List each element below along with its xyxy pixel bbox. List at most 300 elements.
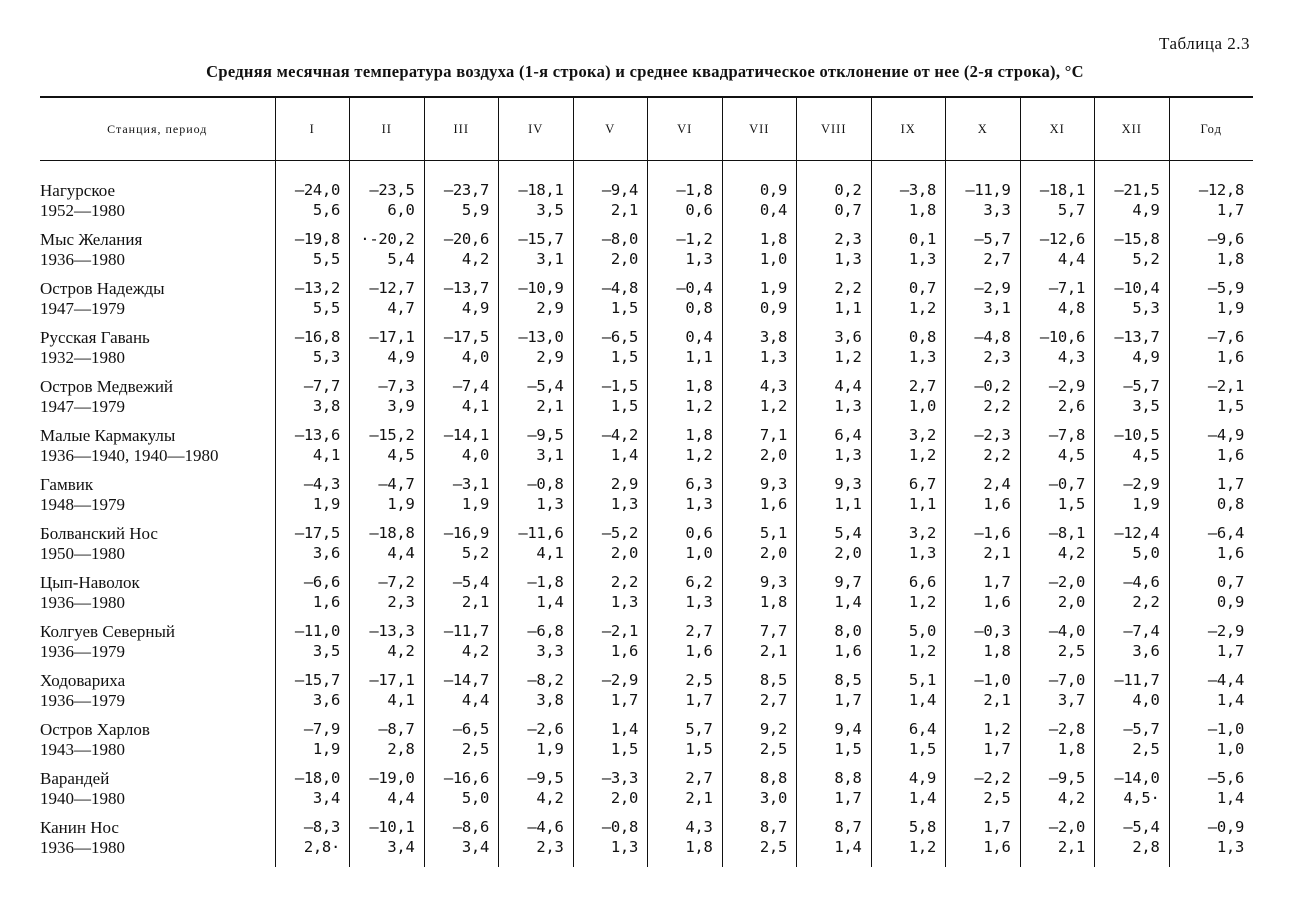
station-name: Канин Нос [40, 818, 119, 837]
std-deviation-value: 2,8 [387, 739, 415, 758]
mean-temperature-value: 5,8 [908, 818, 936, 836]
mean-temperature-value: —11,7 [443, 622, 489, 640]
month-value-cell [1020, 377, 1095, 426]
mean-temperature-value: —18,8 [369, 524, 415, 542]
std-deviation-value: 3,3 [983, 200, 1011, 219]
mean-temperature-value: —3,1 [452, 475, 489, 493]
mean-temperature-value: —2,1 [1207, 377, 1244, 395]
station-cell [40, 230, 275, 279]
mean-temperature-value: 2,3 [834, 230, 862, 248]
month-value-cell [275, 475, 350, 524]
month-value-cell [275, 328, 350, 377]
month-value-cell [722, 573, 797, 622]
mean-temperature-value: —16,9 [443, 524, 489, 542]
month-value-cell [499, 426, 574, 475]
std-deviation-value: 2,0 [759, 543, 787, 562]
month-value-cell [573, 426, 648, 475]
month-value-cell [350, 769, 425, 818]
std-deviation-value: 3,6 [1132, 641, 1160, 660]
station-cell [40, 818, 275, 867]
year-value-cell [1169, 279, 1253, 328]
std-deviation-value: 5,5 [312, 298, 340, 317]
month-value-cell [499, 377, 574, 426]
month-value-cell [350, 573, 425, 622]
std-deviation-value: 2,0 [759, 445, 787, 464]
month-value-cell [499, 524, 574, 573]
std-deviation-value: 1,3 [610, 592, 638, 611]
std-deviation-value: 1,0 [685, 543, 713, 562]
month-value-cell [648, 161, 723, 231]
month-value-cell [797, 328, 872, 377]
std-deviation-value: 1,6 [834, 641, 862, 660]
std-deviation-value: 1,3 [759, 347, 787, 366]
std-deviation-value: 1,3 [1216, 837, 1244, 856]
mean-temperature-value: 6,3 [685, 475, 713, 493]
std-deviation-value: 2,5 [1057, 641, 1085, 660]
std-deviation-value: 1,8 [983, 641, 1011, 660]
month-value-cell [573, 230, 648, 279]
std-deviation-value: 2,9 [536, 298, 564, 317]
std-deviation-value: 4,1 [312, 445, 340, 464]
std-deviation-value: 1,3 [685, 592, 713, 611]
month-value-cell [275, 426, 350, 475]
month-value-cell [573, 279, 648, 328]
year-value-cell [1169, 769, 1253, 818]
mean-temperature-value: —2,2 [974, 769, 1011, 787]
month-value-cell [275, 279, 350, 328]
std-deviation-value: 5,6 [312, 200, 340, 219]
mean-temperature-value: —6,6 [303, 573, 340, 591]
month-value-cell [424, 622, 499, 671]
std-deviation-value: 2,2 [983, 445, 1011, 464]
month-value-cell [573, 720, 648, 769]
month-value-cell [722, 769, 797, 818]
std-deviation-value: 4,2 [1057, 788, 1085, 807]
mean-temperature-value: —4,2 [601, 426, 638, 444]
month-value-cell [573, 524, 648, 573]
std-deviation-value: 2,1 [983, 543, 1011, 562]
std-deviation-value: 1,2 [908, 592, 936, 611]
mean-temperature-value: 3,2 [908, 426, 936, 444]
mean-temperature-value: —13,6 [294, 426, 340, 444]
std-deviation-value: 1,2 [685, 396, 713, 415]
year-value-cell [1169, 573, 1253, 622]
header-month: IX [871, 97, 946, 161]
month-value-cell [275, 524, 350, 573]
std-deviation-value: 2,0 [610, 543, 638, 562]
mean-temperature-value: 6,6 [908, 573, 936, 591]
mean-temperature-value: 9,2 [759, 720, 787, 738]
mean-temperature-value: —9,5 [527, 426, 564, 444]
month-value-cell [648, 377, 723, 426]
year-value-cell [1169, 426, 1253, 475]
month-value-cell [424, 426, 499, 475]
mean-temperature-value: —23,5 [369, 181, 415, 199]
mean-temperature-value: 5,7 [685, 720, 713, 738]
station-period: 1932—1980 [40, 347, 125, 367]
mean-temperature-value: —4,3 [303, 475, 340, 493]
std-deviation-value: 3,5 [536, 200, 564, 219]
std-deviation-value: 4,9 [1132, 347, 1160, 366]
station-period: 1936—1979 [40, 690, 125, 710]
month-value-cell [871, 377, 946, 426]
std-deviation-value: 1,6 [312, 592, 340, 611]
month-value-cell [946, 573, 1021, 622]
mean-temperature-value: —9,5 [527, 769, 564, 787]
header-station: Станция, период [40, 97, 275, 161]
month-value-cell [1020, 622, 1095, 671]
table-row [40, 671, 1253, 720]
month-value-cell [275, 720, 350, 769]
mean-temperature-value: —9,6 [1207, 230, 1244, 248]
month-value-cell [648, 818, 723, 867]
month-value-cell [1095, 818, 1170, 867]
month-value-cell [573, 161, 648, 231]
std-deviation-value: 1,9 [1216, 298, 1244, 317]
station-cell [40, 328, 275, 377]
mean-temperature-value: —4,9 [1207, 426, 1244, 444]
mean-temperature-value: 1,4 [610, 720, 638, 738]
mean-temperature-value: —4,8 [601, 279, 638, 297]
table-header-row [40, 97, 1253, 161]
mean-temperature-value: 5,4 [834, 524, 862, 542]
mean-temperature-value: —7,2 [378, 573, 415, 591]
header-month: V [573, 97, 648, 161]
mean-temperature-value: 2,7 [685, 622, 713, 640]
month-value-cell [797, 720, 872, 769]
std-deviation-value: 1,9 [536, 739, 564, 758]
station-cell [40, 524, 275, 573]
month-value-cell [797, 377, 872, 426]
std-deviation-value: 2,5 [461, 739, 489, 758]
mean-temperature-value: —11,7 [1114, 671, 1160, 689]
std-deviation-value: 3,0 [759, 788, 787, 807]
mean-temperature-value: —13,7 [1114, 328, 1160, 346]
month-value-cell [722, 524, 797, 573]
month-value-cell [871, 720, 946, 769]
mean-temperature-value: —2,9 [601, 671, 638, 689]
month-value-cell [424, 573, 499, 622]
table-row [40, 377, 1253, 426]
month-value-cell [499, 622, 574, 671]
std-deviation-value: 5,3 [312, 347, 340, 366]
month-value-cell [499, 671, 574, 720]
mean-temperature-value: 1,7 [983, 818, 1011, 836]
month-value-cell [424, 377, 499, 426]
std-deviation-value: 1,8 [908, 200, 936, 219]
std-deviation-value: 1,4 [908, 690, 936, 709]
month-value-cell [722, 161, 797, 231]
month-value-cell [946, 377, 1021, 426]
std-deviation-value: 0,8 [1216, 494, 1244, 513]
mean-temperature-value: —2,1 [601, 622, 638, 640]
std-deviation-value: 2,3 [387, 592, 415, 611]
month-value-cell [350, 671, 425, 720]
mean-temperature-value: —15,7 [294, 671, 340, 689]
std-deviation-value: 1,7 [983, 739, 1011, 758]
mean-temperature-value: 9,3 [759, 573, 787, 591]
mean-temperature-value: —23,7 [443, 181, 489, 199]
std-deviation-value: 3,3 [536, 641, 564, 660]
month-value-cell [1095, 671, 1170, 720]
station-period: 1936—1980 [40, 837, 125, 857]
mean-temperature-value: —2,8 [1048, 720, 1085, 738]
std-deviation-value: 6,0 [387, 200, 415, 219]
month-value-cell [275, 230, 350, 279]
mean-temperature-value: —2,9 [974, 279, 1011, 297]
mean-temperature-value: 0,8 [908, 328, 936, 346]
mean-temperature-value: 1,8 [685, 377, 713, 395]
std-deviation-value: 1,5 [1216, 396, 1244, 415]
std-deviation-value: 0,6 [685, 200, 713, 219]
month-value-cell [1095, 426, 1170, 475]
month-value-cell [648, 475, 723, 524]
month-value-cell [648, 426, 723, 475]
station-name: Остров Медвежий [40, 377, 174, 396]
mean-temperature-value: —4,8 [974, 328, 1011, 346]
month-value-cell [1020, 818, 1095, 867]
header-month: VI [648, 97, 723, 161]
temperature-table [40, 96, 1253, 867]
mean-temperature-value: —1,0 [1207, 720, 1244, 738]
mean-temperature-value: 0,4 [685, 328, 713, 346]
station-name: Остров Надежды [40, 279, 165, 298]
month-value-cell [722, 230, 797, 279]
mean-temperature-value: —9,5 [1048, 769, 1085, 787]
mean-temperature-value: —12,4 [1114, 524, 1160, 542]
std-deviation-value: 2,0 [610, 788, 638, 807]
month-value-cell [722, 475, 797, 524]
mean-temperature-value: —2,6 [527, 720, 564, 738]
mean-temperature-value: —1,2 [676, 230, 713, 248]
month-value-cell [871, 328, 946, 377]
month-value-cell [275, 818, 350, 867]
mean-temperature-value: —14,1 [443, 426, 489, 444]
mean-temperature-value: —13,0 [518, 328, 564, 346]
mean-temperature-value: ·-20,2 [360, 230, 415, 248]
mean-temperature-value: 6,2 [685, 573, 713, 591]
mean-temperature-value: —14,0 [1114, 769, 1160, 787]
std-deviation-value: 2,1 [983, 690, 1011, 709]
mean-temperature-value: —11,9 [965, 181, 1011, 199]
station-name: Ходовариха [40, 671, 126, 690]
table-row [40, 328, 1253, 377]
month-value-cell [1020, 230, 1095, 279]
month-value-cell [871, 475, 946, 524]
year-value-cell [1169, 671, 1253, 720]
mean-temperature-value: —4,7 [378, 475, 415, 493]
station-period: 1936—1940, 1940—1980 [40, 445, 219, 465]
mean-temperature-value: —5,7 [1123, 377, 1160, 395]
mean-temperature-value: —6,5 [452, 720, 489, 738]
station-name: Малые Кармакулы [40, 426, 176, 445]
month-value-cell [350, 524, 425, 573]
table-caption: Средняя месячная температура воздуха (1-я строка) и среднее квадратическое отклонение от нее (2-я строка), °С [206, 62, 1084, 81]
mean-temperature-value: —0,4 [676, 279, 713, 297]
std-deviation-value: 4,4 [461, 690, 489, 709]
std-deviation-value: 1,3 [834, 396, 862, 415]
month-value-cell [1020, 720, 1095, 769]
table-row [40, 524, 1253, 573]
std-deviation-value: 1,5 [1057, 494, 1085, 513]
std-deviation-value: 4,1 [387, 690, 415, 709]
std-deviation-value: 4,2 [461, 249, 489, 268]
mean-temperature-value: —8,1 [1048, 524, 1085, 542]
mean-temperature-value: —17,5 [294, 524, 340, 542]
std-deviation-value: 1,9 [312, 494, 340, 513]
month-value-cell [648, 524, 723, 573]
table-row [40, 720, 1253, 769]
month-value-cell [424, 818, 499, 867]
mean-temperature-value: —10,4 [1114, 279, 1160, 297]
std-deviation-value: 5,0 [461, 788, 489, 807]
table-row [40, 475, 1253, 524]
month-value-cell [946, 161, 1021, 231]
month-value-cell [275, 573, 350, 622]
station-name: Мыс Желания [40, 230, 143, 249]
std-deviation-value: 1,0 [1216, 739, 1244, 758]
mean-temperature-value: —1,6 [974, 524, 1011, 542]
month-value-cell [350, 818, 425, 867]
std-deviation-value: 1,7 [1216, 200, 1244, 219]
mean-temperature-value: —7,7 [303, 377, 340, 395]
mean-temperature-value: —8,6 [452, 818, 489, 836]
mean-temperature-value: —10,9 [518, 279, 564, 297]
mean-temperature-value: 3,2 [908, 524, 936, 542]
station-period: 1947—1979 [40, 396, 125, 416]
std-deviation-value: 1,5 [610, 298, 638, 317]
month-value-cell [797, 769, 872, 818]
std-deviation-value: 1,2 [834, 347, 862, 366]
mean-temperature-value: —5,4 [452, 573, 489, 591]
month-value-cell [499, 328, 574, 377]
mean-temperature-value: 8,8 [834, 769, 862, 787]
std-deviation-value: 1,3 [685, 494, 713, 513]
mean-temperature-value: —7,8 [1048, 426, 1085, 444]
month-value-cell [1095, 573, 1170, 622]
month-value-cell [499, 573, 574, 622]
std-deviation-value: 1,3 [610, 494, 638, 513]
month-value-cell [573, 328, 648, 377]
mean-temperature-value: 8,7 [834, 818, 862, 836]
table-row [40, 230, 1253, 279]
std-deviation-value: 1,7 [685, 690, 713, 709]
station-cell [40, 720, 275, 769]
month-value-cell [499, 230, 574, 279]
station-period: 1936—1980 [40, 249, 125, 269]
mean-temperature-value: —0,8 [527, 475, 564, 493]
std-deviation-value: 1,4 [834, 592, 862, 611]
std-deviation-value: 2,7 [983, 249, 1011, 268]
month-value-cell [573, 573, 648, 622]
std-deviation-value: 4,2 [536, 788, 564, 807]
std-deviation-value: 3,5 [312, 641, 340, 660]
mean-temperature-value: —1,0 [974, 671, 1011, 689]
month-value-cell [797, 230, 872, 279]
month-value-cell [871, 671, 946, 720]
mean-temperature-value: —12,8 [1198, 181, 1244, 199]
std-deviation-value: 1,3 [834, 445, 862, 464]
mean-temperature-value: —2,0 [1048, 573, 1085, 591]
std-deviation-value: 2,8 [1132, 837, 1160, 856]
mean-temperature-value: —0,8 [601, 818, 638, 836]
month-value-cell [1020, 328, 1095, 377]
mean-temperature-value: —0,3 [974, 622, 1011, 640]
mean-temperature-value: —8,0 [601, 230, 638, 248]
month-value-cell [573, 475, 648, 524]
month-value-cell [722, 818, 797, 867]
std-deviation-value: 1,2 [908, 837, 936, 856]
std-deviation-value: 1,9 [387, 494, 415, 513]
std-deviation-value: 1,5 [610, 739, 638, 758]
month-value-cell [350, 475, 425, 524]
month-value-cell [573, 671, 648, 720]
month-value-cell [871, 230, 946, 279]
std-deviation-value: 1,8 [1057, 739, 1085, 758]
mean-temperature-value: —5,7 [1123, 720, 1160, 738]
std-deviation-value: 4,0 [461, 445, 489, 464]
std-deviation-value: 1,3 [908, 249, 936, 268]
std-deviation-value: 1,3 [908, 543, 936, 562]
mean-temperature-value: —7,3 [378, 377, 415, 395]
std-deviation-value: 1,7 [834, 690, 862, 709]
header-month: VIII [797, 97, 872, 161]
std-deviation-value: 2,3 [536, 837, 564, 856]
mean-temperature-value: 6,7 [908, 475, 936, 493]
mean-temperature-value: 3,8 [759, 328, 787, 346]
std-deviation-value: 2,5 [983, 788, 1011, 807]
month-value-cell [1020, 573, 1095, 622]
std-deviation-value: 4,0 [1132, 690, 1160, 709]
month-value-cell [946, 475, 1021, 524]
month-value-cell [871, 524, 946, 573]
station-name: Русская Гавань [40, 328, 150, 347]
std-deviation-value: 1,2 [759, 396, 787, 415]
std-deviation-value: 5,7 [1057, 200, 1085, 219]
std-deviation-value: 0,8 [685, 298, 713, 317]
month-value-cell [1020, 161, 1095, 231]
month-value-cell [946, 622, 1021, 671]
mean-temperature-value: 0,9 [759, 181, 787, 199]
std-deviation-value: 1,7 [834, 788, 862, 807]
std-deviation-value: 3,7 [1057, 690, 1085, 709]
station-period: 1936—1979 [40, 641, 125, 661]
mean-temperature-value: —21,5 [1114, 181, 1160, 199]
std-deviation-value: 2,1 [610, 200, 638, 219]
table-body [40, 161, 1253, 868]
mean-temperature-value: —8,7 [378, 720, 415, 738]
month-value-cell [722, 622, 797, 671]
mean-temperature-value: —5,2 [601, 524, 638, 542]
station-name: Остров Харлов [40, 720, 150, 739]
mean-temperature-value: 5,0 [908, 622, 936, 640]
mean-temperature-value: —6,5 [601, 328, 638, 346]
mean-temperature-value: —2,9 [1207, 622, 1244, 640]
mean-temperature-value: 2,5 [685, 671, 713, 689]
mean-temperature-value: —19,0 [369, 769, 415, 787]
month-value-cell [573, 622, 648, 671]
month-value-cell [648, 230, 723, 279]
std-deviation-value: 4,5 [1132, 445, 1160, 464]
std-deviation-value: 2,8· [303, 837, 340, 856]
mean-temperature-value: —5,6 [1207, 769, 1244, 787]
month-value-cell [871, 426, 946, 475]
mean-temperature-value: —7,0 [1048, 671, 1085, 689]
table-row [40, 818, 1253, 867]
std-deviation-value: 1,6 [1216, 445, 1244, 464]
month-value-cell [275, 161, 350, 231]
std-deviation-value: 4,1 [536, 543, 564, 562]
